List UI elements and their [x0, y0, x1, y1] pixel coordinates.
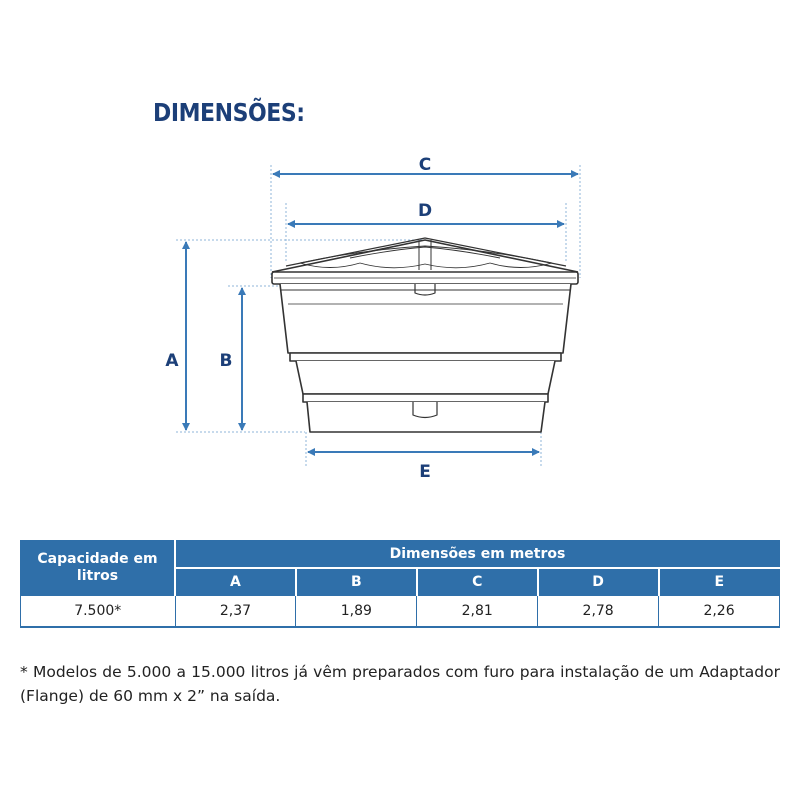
dimension-d-label: D — [417, 201, 433, 221]
value-cell-b: 1,89 — [296, 596, 417, 628]
column-header-a: A — [175, 568, 296, 596]
value-cell-d: 2,78 — [538, 596, 659, 628]
capacity-cell: 7.500* — [21, 596, 176, 628]
value-cell-c: 2,81 — [417, 596, 538, 628]
value-cell-e: 2,26 — [659, 596, 780, 628]
water-tank-drawing — [272, 238, 578, 432]
column-header-e: E — [659, 568, 780, 596]
column-header-d: D — [538, 568, 659, 596]
dimensions-table — [20, 540, 780, 628]
dimension-b-label: B — [219, 351, 233, 371]
column-header-c: C — [417, 568, 538, 596]
column-header-b: B — [296, 568, 417, 596]
dimension-e-label: E — [419, 462, 431, 482]
page-title: DIMENSÕES: — [153, 98, 305, 127]
dimension-c-label: C — [418, 155, 432, 175]
table-row — [21, 596, 780, 628]
value-cell-a: 2,37 — [175, 596, 296, 628]
capacity-header: Capacidade em litros — [21, 541, 176, 596]
footnote: * Modelos de 5.000 a 15.000 litros já vêm preparados com furo para instalação de um Adaptador (Flange) de 60 mm x 2” na saída. — [20, 663, 780, 705]
dimension-a-label: A — [165, 351, 179, 371]
dimensions-group-header: Dimensões em metros — [175, 541, 780, 569]
